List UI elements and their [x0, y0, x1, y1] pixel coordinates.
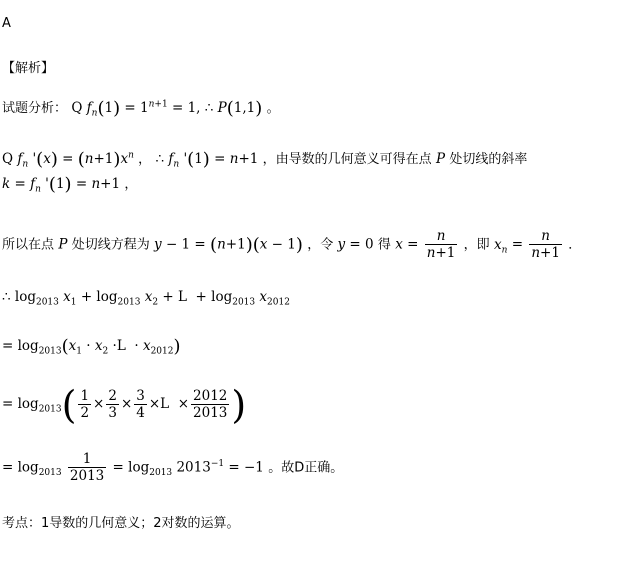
log-product-line: = $\log_{2013}(x_1 \cdot x_2 \cdot L \cdot x_{2012})$	[2, 336, 181, 357]
section-title: 【解析】	[2, 61, 55, 76]
tangent-text-1: 所以在点	[2, 237, 55, 253]
log-fraction-line: = $\log_{2013}$( $\frac{1}{2}$ × $\frac{2}{3}$ × $\frac{3}{4}$ ×L × $\frac{2012}{2013}$ )	[2, 383, 247, 427]
kaodian-line: 考点：1导数的几何意义；2对数的运算。	[2, 516, 240, 531]
log-sum-line: ∴ $\log_{2013} x_1 + \log_{2013} x_2 + L + \log_{2013} x_{2012}$	[2, 289, 290, 308]
fraction-xn: $\frac{n}{n+1}$	[531, 228, 560, 261]
tangent-text-2: 处切线方程为	[71, 237, 150, 253]
tangent-line: 所以在点 P 处切线方程为 y − 1 = (n+1)(x − 1) ，令 y = 0 得 x = $\frac{n}{n+1}$ ，即 $x_n$ = $\frac{n}{n+1}$ ．	[2, 228, 582, 261]
slope-text: 处切线的斜率	[449, 152, 528, 167]
conclusion-text: 。故D正确。	[268, 460, 344, 476]
answer-letter: A	[2, 16, 11, 31]
derivative-line: Q $f_n$ '$(x) = (n+1)x^n$ ， ∴ $f_n$ '(1) = n+1 ，由导数的几何意义可得在点 P 处切线的斜率	[2, 149, 528, 170]
tangent-text-3: ，令	[307, 237, 334, 253]
analysis-line-1: 试题分析： Q $f_n(1) = 1^{n+1} = 1$, ∴ P(1,1) 。	[2, 98, 280, 119]
slope-line: $k = f_n$ '(1) = n+1 ，	[2, 174, 138, 195]
result-line: = $\log_{2013}$ $\frac{1}{2013}$ = $\log_{2013} 2013^{-1} = -1$ 。故D正确。	[2, 451, 344, 484]
tangent-text-5: ，即	[463, 237, 490, 253]
derivative-text: ，由导数的几何意义可得在点	[262, 152, 432, 167]
fraction-x: $\frac{n}{n+1}$	[426, 228, 456, 261]
tangent-text-4: 得	[377, 237, 391, 253]
analysis-label: 试题分析：	[2, 101, 68, 116]
